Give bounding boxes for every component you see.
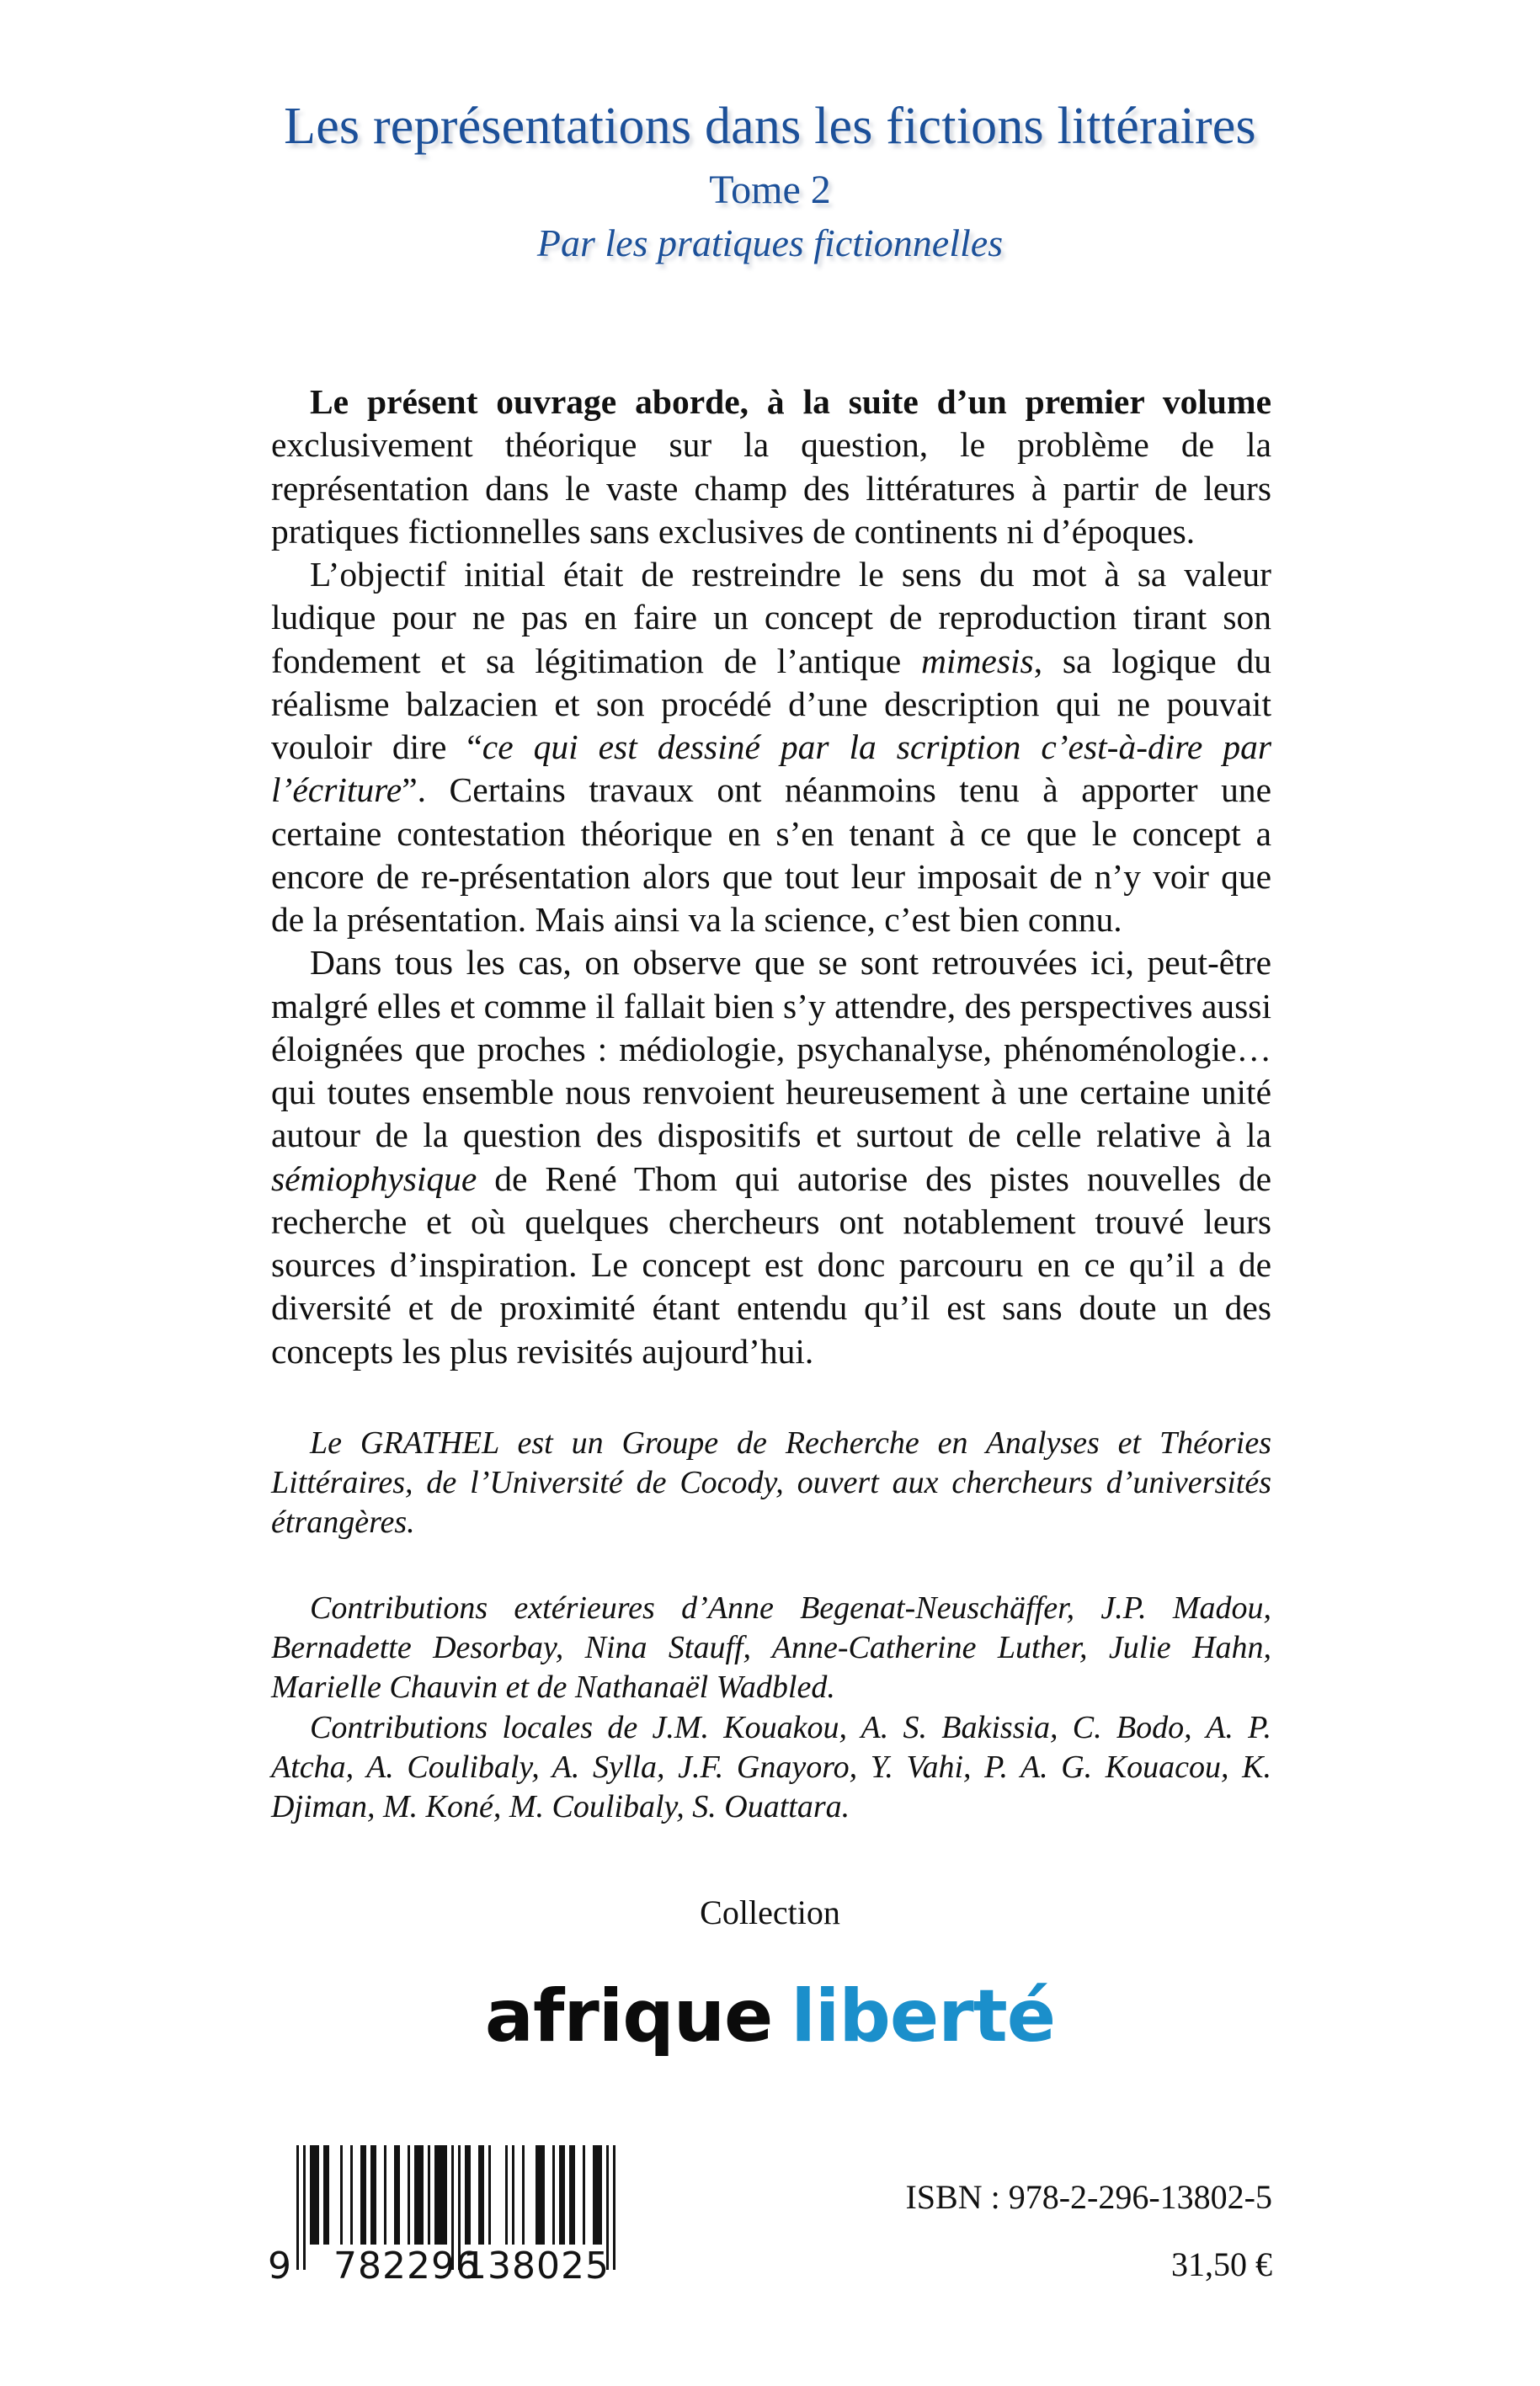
blurb-lead-run: Le présent ouvrage aborde, à la suite d’un premier volume <box>310 382 1271 421</box>
blurb-p2-b: , sa logique du réalisme balzacien et son procédé d’une description qui ne pouvait vouloir dire “ <box>271 641 1271 766</box>
blurb-p3-b: de René Thom qui autorise des pistes nouvelles de recherche et où quelques chercheurs ont notablement trouvé leurs sources d’inspiration. Le concept est donc parcouru en ce qu’il a de diversité et de proximité étant entendu qu’il est sans doute un des concepts les plus revisités aujourd’hui. <box>271 1158 1271 1371</box>
collection-label: Collection <box>700 1893 840 1931</box>
title-block <box>0 99 1540 264</box>
blurb-p3-a: Dans tous les cas, on observe que se sont retrouvées ici, peut-être malgré elles et comme il fallait bien s’y attendre, des perspectives aussi éloignées que proches : médiologie, psychanalyse, phénoménologie… qui toutes ensemble nous renvoient heureusement à une certaine unité autour de la question des dispositifs et surtout de celle relative à la <box>271 943 1271 1155</box>
volume-label: Tome 2 <box>709 168 831 213</box>
price: 31,50 € <box>1171 2245 1272 2283</box>
blurb-paragraph-2 <box>271 553 1271 941</box>
grathel-note <box>271 1424 1271 1543</box>
publisher-logo <box>0 1974 1540 2058</box>
grathel-text: Le GRATHEL est un Groupe de Recherche en Analyses et Théories Littéraires, de l’Université de Cocody, ouvert aux chercheurs d’universités étrangères. <box>271 1425 1271 1541</box>
blurb-paragraph-3 <box>271 941 1271 1373</box>
barcode-lead-digit: 9 <box>268 2245 292 2287</box>
blurb-p2-quote: ce qui est dessiné par la scription c’est-à-dire par l’écriture <box>271 727 1271 810</box>
barcode-right-group: 138025 <box>463 2245 610 2287</box>
isbn-number: ISBN : 978-2-296-13802-5 <box>905 2178 1272 2216</box>
back-cover-text-column <box>271 381 1271 1827</box>
subtitle: Par les pratiques fictionnelles <box>536 221 1004 265</box>
barcode <box>268 2145 633 2287</box>
blurb-p2-a: L’objectif initial était de restreindre le sens du mot à sa valeur ludique pour ne pas en faire un concept de reproduction tirant son fondement et sa légitimation de l’antique <box>271 555 1271 680</box>
page-title: Les représentations dans les fictions littéraires <box>284 98 1256 155</box>
contributions-exterior: Contributions extérieures d’Anne Begenat-Neuschäffer, J.P. Madou, Bernadette Desorbay, Nina Stauff, Anne-Catherine Luther, Julie Hahn, Marielle Chauvin et de Nathanaël Wadbled. <box>271 1590 1271 1706</box>
logo-word-liberte: liberté <box>791 1974 1056 2058</box>
isbn-block <box>905 2178 1272 2283</box>
blurb-paragraph-1 <box>271 381 1271 553</box>
contributions-block <box>271 1589 1271 1828</box>
logo-word-afrique: afrique <box>484 1974 773 2058</box>
barcode-digits <box>268 2245 616 2287</box>
blurb-p1-rest: exclusivement théorique sur la question, le problème de la représentation dans le vaste champ des littératures à partir de leurs pratiques fictionnelles sans exclusives de continents ni d’époques. <box>271 425 1271 551</box>
barcode-left-group: 782296 <box>333 2245 480 2287</box>
blurb-p2-c: ”. Certains travaux ont néanmoins tenu à apporter une certaine contestation théorique en s’en tenant à ce que le concept a encore de re-présentation alors que tout leur imposait de n’y voir que de la présentation. Mais ainsi va la science, c’est bien connu. <box>271 770 1271 939</box>
blurb <box>271 381 1271 1373</box>
blurb-p2-emphasis-mimesis: mimesis <box>920 641 1034 680</box>
contributions-local: Contributions locales de J.M. Kouakou, A. S. Bakissia, C. Bodo, A. P. Atcha, A. Coulibaly, A. Sylla, J.F. Gnayoro, Y. Vahi, P. A. G. Kouacou, K. Djiman, M. Koné, M. Coulibaly, S. Ouattara. <box>271 1709 1271 1825</box>
blurb-p3-emphasis-semiophysique: sémiophysique <box>271 1158 477 1198</box>
